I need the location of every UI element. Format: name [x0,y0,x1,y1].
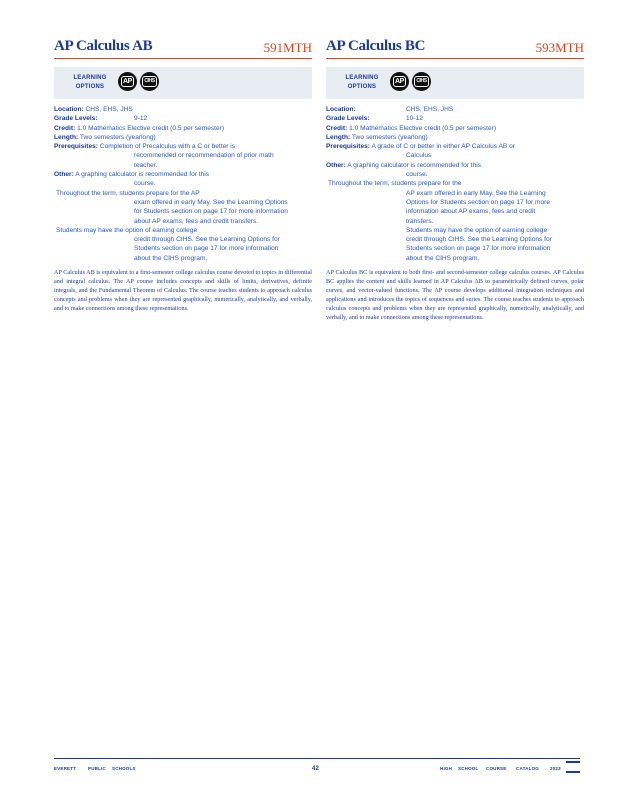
ap-icon: AP [390,72,409,91]
cihs-icon: CIHS [140,72,159,91]
learning-options-label: LEARNING OPTIONS [73,75,107,90]
cihs-note-2: credit through CIHS. See the Learning Options for [406,236,552,244]
length-label: Length: [54,133,79,141]
cihs-note-4: about the CIHS program. [406,254,480,262]
location-value: CHS, EHS, JHS [85,106,133,113]
learning-options-box [326,67,584,99]
other-value-2: course. [134,180,156,188]
course-header [326,38,584,59]
course-code: 593MTH [535,40,584,55]
length-label: Length: [326,133,351,141]
other-label: Other: [326,161,346,169]
cihs-note-1: Students may have the option of earning college [406,226,548,234]
page-number: 42 [312,766,320,772]
course-header [54,38,312,59]
footer-district: EVERETT [54,766,77,771]
credit-value: 1.0 Mathematics Elective credit (0.5 per semester) [349,124,497,132]
other-value-1: A graphing calculator is recommended for this [347,161,482,169]
location-value: CHS, EHS, JHS [406,106,454,113]
prereq-label: Prerequisites: [54,143,98,151]
course-details [54,105,312,263]
prereq-value-1: Completion of Precalculus with a C or better is [99,143,236,151]
credit-label: Credit: [54,124,76,132]
footer-course: COURSE [486,766,507,771]
course-ap-calculus-ab [54,38,312,314]
other-label: Other: [54,171,74,179]
grade-value: 10-12 [406,115,423,123]
cihs-note-4: about the CIHS program. [134,254,208,262]
course-ap-calculus-bc [326,38,584,322]
course-title: AP Calculus BC [326,38,426,54]
other-value-1: A graphing calculator is recommended for this [75,171,210,179]
course-details [326,105,584,263]
learning-options-label: LEARNING OPTIONS [345,75,379,90]
prereq-value-2: recommended or recommendation of prior math [134,152,274,160]
credit-value: 1.0 Mathematics Elective credit (0.5 per semester) [77,124,225,132]
footer-high: HIGH [440,766,453,771]
ap-exam-note-1: Throughout the term, students prepare for the [328,180,462,188]
location-label: Location: [326,106,356,113]
prereq-value-2: Calculus [406,152,432,160]
course-description: AP Calculus BC is equivalent to both first- and second-semester college calculus courses. AP Calculus BC applies the content and skills learned in AP Calculus AB to parametrically defined curves, polar curves, and vector-valued functions. The AP course develops additional integration techniques and applications and introduces the topics of sequences and series. The course teaches students to approach calculus concepts and problems when they are represented graphically, numerically, analytically, and verbally, and to make connections among these representations. [326,269,584,321]
footer-school: SCHOOL [458,766,479,771]
cihs-note-1: Students may have the option of earning college [56,226,198,234]
ap-icon: AP [118,72,137,91]
ap-exam-note-5: transfers. [406,217,434,225]
course-description: AP Calculus AB is equivalent to a first-semester college calculus course devoted to topics in differential and integral calculus. The AP course includes concepts and skills of limits, derivatives, definite integrals, and the Fundamental Theorem of Calculus. The course teaches students to approach calculus concepts and problems when they are represented graphically, numerically, analytically, and verbally, and to make connections among these representations. [54,269,312,312]
grade-label: Grade Levels: [54,115,98,123]
length-value: Two semesters (yearlong) [79,133,156,141]
course-code: 591MTH [263,40,312,55]
prereq-value-3: teacher. [134,161,158,169]
page-footer [54,758,580,773]
ap-exam-note-4: information about AP exams, fees and credit [406,208,536,216]
ap-exam-note-3: for Students section on page 17 for more information [134,208,288,216]
cihs-note-2: credit through CIHS. See the Learning Options for [134,236,280,244]
footer-public: PUBLIC [88,766,106,771]
length-value: Two semesters (yearlong) [351,133,428,141]
cihs-icon: CIHS [412,72,431,91]
cihs-note-3: Students section on page 17 for more information [406,245,551,253]
ap-exam-note-2: exam offered in early May. See the Learning Options [134,198,288,206]
learning-options-box [54,67,312,99]
course-title: AP Calculus AB [54,38,153,54]
footer-schools: SCHOOLS [112,766,136,771]
prereq-value-1: A grade of C or better in either AP Calculus AB or [371,143,516,151]
footer-catalog: CATALOG [516,766,539,771]
credit-label: Credit: [326,124,348,132]
grade-label: Grade Levels: [326,115,370,123]
prereq-label: Prerequisites: [326,143,370,151]
ap-exam-note-1: Throughout the term, students prepare for the AP [56,189,200,197]
other-value-2: course. [406,171,428,179]
cihs-note-3: Students section on page 17 for more information [134,245,279,253]
ap-exam-note-3: Options for Students section on page 17 for more [406,198,551,206]
location-label: Location: [54,106,84,113]
grade-value: 9-12 [134,115,148,123]
ap-exam-note-4: about AP exams, fees and credit transfers. [134,217,259,225]
footer-year: 2023 [550,766,561,771]
ap-exam-note-2: AP exam offered in early May. See the Learning [406,189,546,197]
